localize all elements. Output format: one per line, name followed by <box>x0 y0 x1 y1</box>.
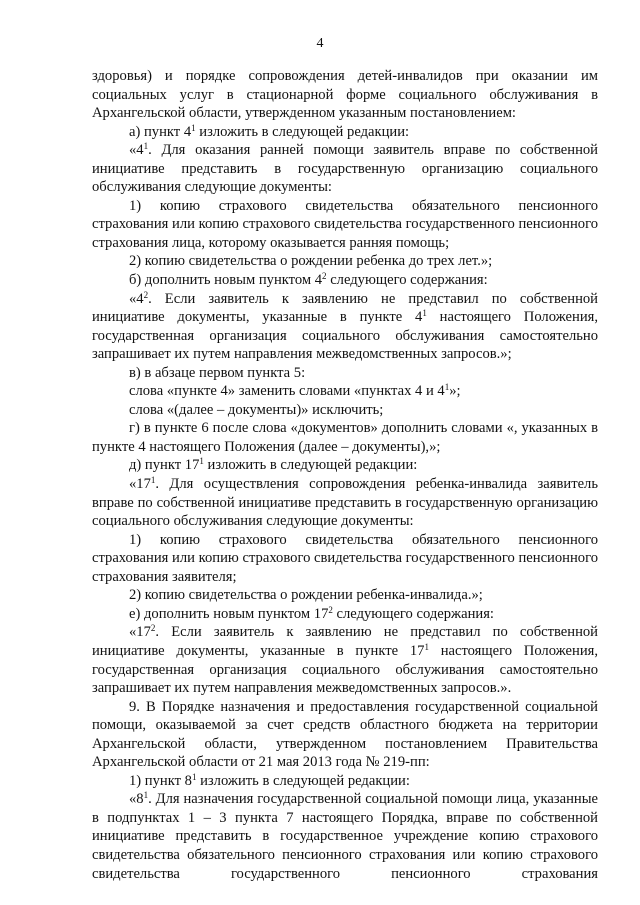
paragraph: 2) копию свидетельства о рождении ребенка-инвалида.»; <box>129 587 483 604</box>
paragraph: «$4^1$. Для оказания ранней помощи заявитель вправе по собственной инициативе представить в государственную организацию социального обслуживания следующие документы: <box>92 141 598 196</box>
paragraph: «$17^1$. Для осуществления сопровождения ребенка-инвалида заявитель вправе по собственной инициативе представить в государственную организацию социального обслуживания следующие документы: <box>92 475 598 530</box>
paragraph: а) пункт $4^1$ изложить в следующей редакции: <box>129 122 410 140</box>
paragraph: слова «(далее – документы)» исключить; <box>129 401 384 418</box>
paragraph: 1) копию страхового свидетельства обязательного пенсионного страхования или копию страхового свидетельства государственного пенсионного страхования заявителя; <box>92 531 598 585</box>
paragraph: здоровья) и порядке сопровождения детей-инвалидов при оказании им социальных услуг в стационарной форме социального обслуживания в Архангельской области, утвержденном указанным постановлением: <box>92 68 598 122</box>
paragraph: в) в абзаце первом пункта 5: <box>129 364 306 381</box>
paragraph: «$8^1$. Для назначения государственной социальной помощи лица, указанные в подпунктах 1 – 3 пункта 7 настоящего Порядка, вправе по собственной инициативе представить в государственное учреждение копию страхового свидетельства обязательного пенсионного страхования или копию страхового свидетельства государственного пенсионного страхования <box>92 790 598 882</box>
paragraph: д) пункт $17^1$ изложить в следующей редакции: <box>129 456 418 474</box>
paragraph: «$17^2$. Если заявитель к заявлению не представил по собственной инициативе документы, указанные в пункте $17^1$ настоящего Положения, государственная организация социального обслуживания самостоятельно запрашивает их путем направления межведомственных запросов.». <box>92 623 598 697</box>
paragraph: г) в пункте 6 после слова «документов» дополнить словами «, указанных в пункте 4 настоящего Положения (далее – документы),»; <box>92 420 598 455</box>
paragraph: е) дополнить новым пунктом $17^2$ следующего содержания: <box>129 604 494 622</box>
paragraph: слова «пункте 4» заменить словами «пунктах 4 и $4^1$»; <box>129 382 461 400</box>
paragraph: б) дополнить новым пунктом $4^2$ следующего содержания: <box>129 271 488 289</box>
paragraph: 1) пункт $8^1$ изложить в следующей редакции: <box>129 771 410 789</box>
page-number: 4 <box>316 36 324 51</box>
paragraph: 2) копию свидетельства о рождении ребенка до трех лет.»; <box>129 253 493 270</box>
document-body <box>92 67 598 883</box>
paragraph: «$4^2$. Если заявитель к заявлению не представил по собственной инициативе документы, указанные в пункте $4^1$ настоящего Положения, государственная организация социального обслуживания самостоятельно запрашивает их путем направления межведомственных запросов.»; <box>92 289 598 363</box>
paragraph: 1) копию страхового свидетельства обязательного пенсионного страхования или копию страхового свидетельства государственного пенсионного страхования лица, которому оказывается ранняя помощь; <box>92 197 598 251</box>
paragraph: 9. В Порядке назначения и предоставления государственной социальной помощи, оказываемой за счет средств областного бюджета на территории Архангельской области, утвержденном постановлением Правительства Архангельской области от 21 мая 2013 года № 219-пп: <box>92 698 598 771</box>
